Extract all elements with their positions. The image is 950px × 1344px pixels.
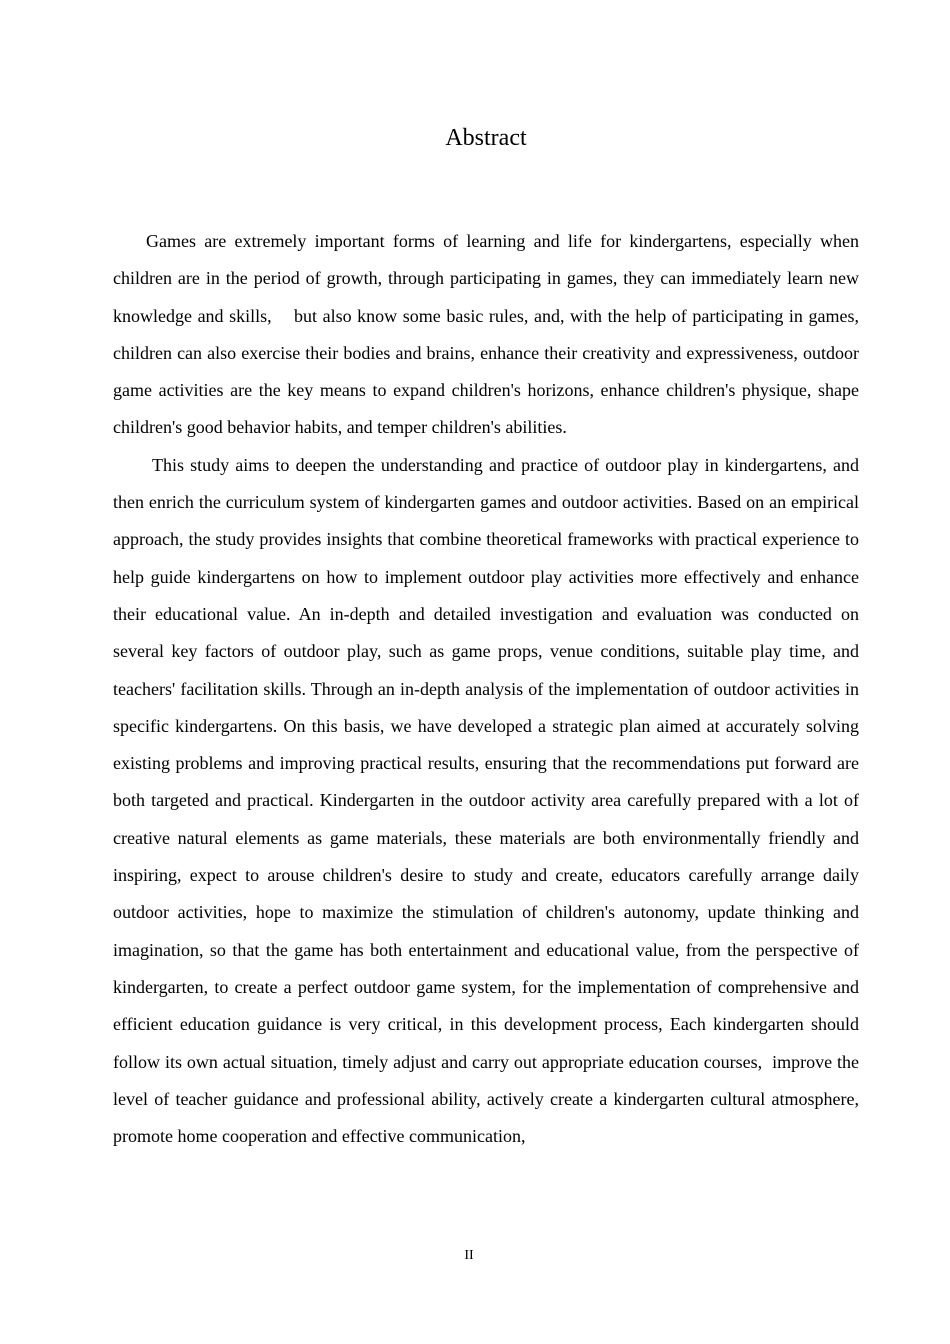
abstract-paragraph-1: Games are extremely important forms of learning and life for kindergartens, especially when children are in the period of growth, through participating in games, they can immediately learn new knowledge and skills, but also know some basic rules, and, with the help of participating in games, children can also exercise their bodies and brains, enhance their creativity and expressiveness, outdoor game activities are the key means to expand children's horizons, enhance children's physique, shape children's good behavior habits, and temper children's abilities. [113, 231, 859, 438]
page-title: Abstract [445, 125, 527, 151]
abstract-body [113, 223, 859, 1155]
page-number: II [464, 1248, 474, 1263]
abstract-paragraph-2: This study aims to deepen the understanding and practice of outdoor play in kindergartens, and then enrich the curriculum system of kindergarten games and outdoor activities. Based on an empirical approach, the study provides insights that combine theoretical frameworks with practical experience to help guide kindergartens on how to implement outdoor play activities more effectively and enhance their educational value. An in-depth and detailed investigation and evaluation was conducted on several key factors of outdoor play, such as game props, venue conditions, suitable play time, and teachers' facilitation skills. Through an in-depth analysis of the implementation of outdoor activities in specific kindergartens. On this basis, we have developed a strategic plan aimed at accurately solving existing problems and improving practical results, ensuring that the recommendations put forward are both targeted and practical. Kindergarten in the outdoor activity area carefully prepared with a lot of creative natural elements as game materials, these materials are both environmentally friendly and inspiring, expect to arouse children's desire to study and create, educators carefully arrange daily outdoor activities, hope to maximize the stimulation of children's autonomy, update thinking and imagination, so that the game has both entertainment and educational value, from the perspective of kindergarten, to create a perfect outdoor game system, for the implementation of comprehensive and efficient education guidance is very critical, in this development process, Each kindergarten should follow its own actual situation, timely adjust and carry out appropriate education courses, improve the level of teacher guidance and professional ability, actively create a kindergarten cultural atmosphere, promote home cooperation and effective communication, [113, 454, 859, 1147]
